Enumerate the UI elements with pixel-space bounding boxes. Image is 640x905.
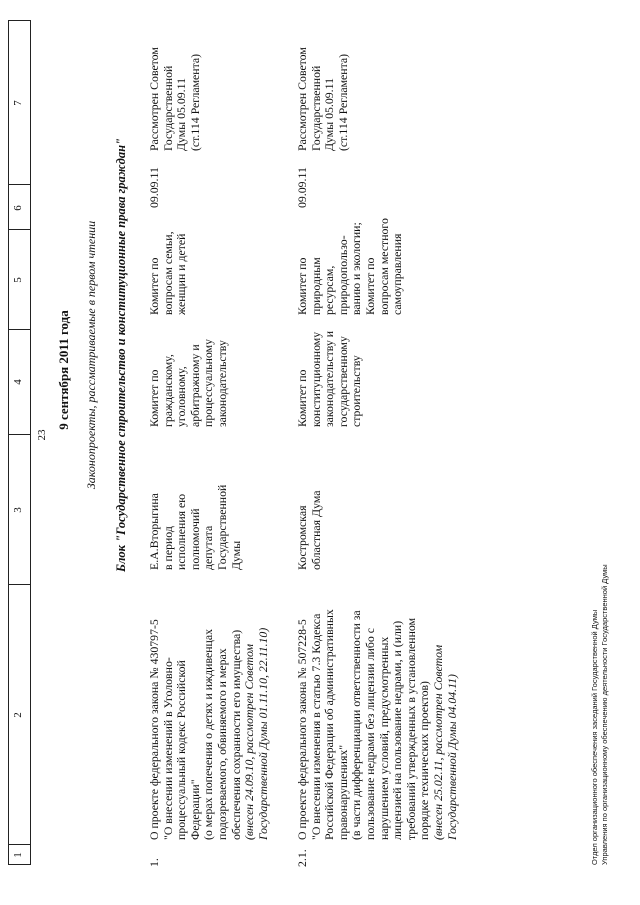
text-line: арбитражному и	[187, 344, 202, 427]
header-divider	[8, 434, 31, 435]
header-bottom-border	[30, 20, 31, 865]
header-divider	[8, 20, 31, 21]
text-line: (ст.114 Регламента)	[187, 53, 202, 151]
text-line: Государственной	[308, 65, 323, 151]
header-divider	[8, 584, 31, 585]
column-number: 5	[12, 277, 24, 283]
text-line: порядке технических проектов)	[417, 681, 432, 840]
text-line: вопросам семьи,	[160, 231, 175, 315]
text-line: процессуальному	[201, 339, 216, 427]
text-line: Государственной	[214, 484, 229, 570]
responsible-committee	[148, 317, 230, 427]
council-status	[148, 21, 202, 151]
column-number: 3	[12, 507, 24, 513]
text-line: (о мерах попечения о детях и иждивенцах	[201, 629, 216, 840]
column-number: 2	[12, 712, 24, 718]
text-line: Федерации"	[187, 779, 202, 840]
text-line: природопользо-	[335, 235, 350, 315]
text-line: областная Дума	[308, 490, 323, 570]
text-line: лицензией на пользование недрами, и (или)	[390, 620, 405, 840]
co-committee	[148, 205, 189, 315]
text-line: Е.А.Вторыгина	[147, 493, 161, 570]
text-line: полномочий	[187, 508, 202, 570]
co-committee	[296, 205, 405, 315]
text-line: Думы	[228, 540, 243, 570]
text-line: О проекте федерального закона № 507228-5	[295, 619, 309, 840]
text-line: Думы 05.09.11	[174, 78, 189, 151]
text-line: пользование недрами без лицензии либо с	[362, 628, 377, 840]
text-line: Костромская	[295, 505, 309, 570]
column-number: 6	[12, 205, 24, 211]
text-line: Рассмотрен Советом	[295, 47, 309, 151]
text-line: женщин и детей	[174, 233, 189, 315]
text-line: конституционному	[308, 331, 323, 427]
header-divider	[8, 184, 31, 185]
header-divider	[8, 229, 31, 230]
text-line: самоуправления	[390, 233, 405, 315]
bill-author	[296, 450, 323, 570]
text-line: (в части дифференциации ответственности за	[349, 610, 364, 840]
bill-author	[148, 450, 243, 570]
text-line: требований утвержденных в установленном	[403, 617, 418, 840]
page-number: 23	[36, 429, 48, 441]
text-line: процессуальный кодекс Российской	[174, 660, 189, 840]
submission-note: Государственной Думы 01.11.10, 22.11.10)	[255, 627, 270, 840]
bill-title	[296, 572, 459, 840]
text-line: природным	[308, 257, 323, 315]
text-line: подозреваемого, обвиняемого и мерах	[214, 648, 229, 840]
text-line: Комитет по	[295, 369, 309, 427]
section-subtitle: Законопроекты, рассматриваемые в первом чтении	[84, 220, 98, 490]
text-line: обеспечения сохранности его имущества)	[228, 629, 243, 840]
header-divider	[8, 329, 31, 330]
text-line: правонарушениях"	[335, 744, 350, 840]
block-title: Блок "Государственное строительство и конституционные права граждан"	[114, 138, 128, 572]
footer-directorate: Управления по организационному обеспечению деятельности Государственной Думы	[600, 564, 609, 865]
text-line: уголовному,	[174, 366, 189, 427]
text-line: Комитет по	[295, 257, 309, 315]
submission-note: (внесен 24.09.10, рассмотрен Советом	[242, 644, 257, 840]
text-line: Комитет по	[362, 257, 377, 315]
text-line: Комитет по	[147, 257, 161, 315]
review-date: 09.09.11	[295, 167, 309, 208]
text-line: гражданскому,	[160, 354, 175, 427]
text-line: строительству	[349, 355, 364, 427]
text-line: ресурсам,	[322, 265, 337, 315]
header-top-border	[8, 20, 9, 865]
text-line: Государственной	[160, 65, 175, 151]
text-line: Комитет по	[147, 369, 161, 427]
responsible-committee	[296, 315, 364, 427]
text-line: в период	[160, 526, 175, 570]
text-line: Российской Федерации об административных	[322, 609, 337, 840]
text-line: (ст.114 Регламента)	[335, 53, 350, 151]
text-line: ванию и экологии;	[349, 222, 364, 315]
text-line: "О внесении изменений в Уголовно-	[160, 657, 175, 840]
row-number: 1.	[147, 858, 161, 867]
text-line: законодательству и	[322, 330, 337, 427]
submission-note: (внесен 25.02.11, рассмотрен Советом	[430, 644, 445, 840]
footer-department: Отдел организационного обеспечения заседаний Государственной Думы	[590, 609, 599, 865]
text-line: О проекте федерального закона № 430797-5	[147, 619, 161, 840]
bill-title	[148, 580, 270, 840]
column-number: 1	[12, 852, 24, 858]
review-date: 09.09.11	[147, 167, 161, 208]
text-line: Думы 05.09.11	[322, 78, 337, 151]
text-line: исполнения ею	[174, 493, 189, 570]
text-line: Рассмотрен Советом	[147, 47, 161, 151]
text-line: депутата	[201, 525, 216, 570]
date-title: 9 сентября 2011 года	[56, 310, 71, 430]
council-status	[296, 21, 350, 151]
text-line: "О внесении изменения в статью 7.3 Кодекса	[308, 613, 323, 840]
text-line: государственному	[335, 336, 350, 427]
row-number: 2.1.	[295, 849, 309, 867]
column-number: 7	[12, 100, 24, 106]
submission-note: Государственной Думы 04.04.11)	[444, 674, 459, 840]
text-line: законодательству	[214, 340, 229, 427]
text-line: вопросам местного	[376, 218, 391, 315]
text-line: нарушением условий, предусмотренных	[376, 636, 391, 840]
column-number: 4	[12, 379, 24, 385]
